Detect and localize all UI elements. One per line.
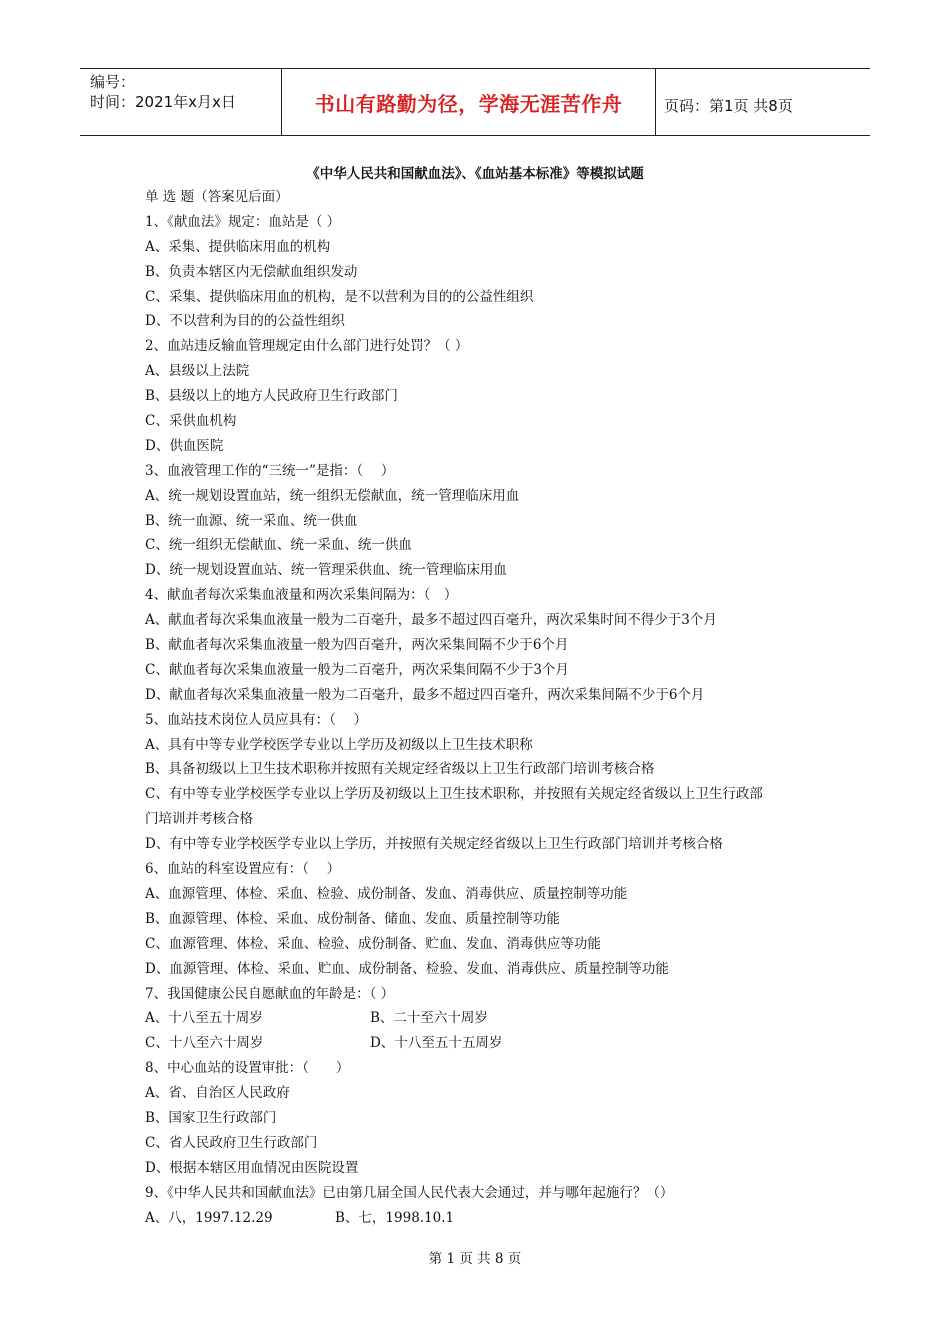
header-left: [90, 72, 236, 112]
text-line: 门培训并考核合格: [145, 811, 253, 828]
document-title: 《中华人民共和国献血法》、《血站基本标准》等模拟试题: [306, 166, 644, 182]
text-line: D、血源管理、体检、采血、贮血、成份制备、检验、发血、消毒供应、质量控制等功能: [145, 960, 669, 977]
header-rule-top: [80, 68, 870, 69]
text-line: B、负责本辖区内无偿献血组织发动: [145, 263, 358, 280]
text-line: C、献血者每次采集血液量一般为二百毫升，两次采集间隔不少于3个月: [145, 661, 569, 678]
text-line: C、血源管理、体检、采血、检验、成份制备、贮血、发血、消毒供应等功能: [145, 935, 601, 952]
text-line: 9、《中华人民共和国献血法》已由第几届全国人民代表大会通过，并与哪年起施行？（）: [145, 1184, 674, 1201]
text-line: B、具备初级以上卫生技术职称并按照有关规定经省级以上卫生行政部门培训考核合格: [145, 761, 655, 778]
option-row: [145, 1006, 825, 1031]
text-line: B、统一血源、统一采血、统一供血: [145, 512, 358, 529]
option-c: C、十八至六十周岁: [145, 1035, 264, 1052]
text-line: A、具有中等专业学校医学专业以上学历及初级以上卫生技术职称: [145, 736, 533, 753]
section-heading: 单 选 题（答案见后面）: [145, 189, 289, 205]
text-line: D、有中等专业学校医学专业以上学历，并按照有关规定经省级以上卫生行政部门培训并考核合格: [145, 836, 723, 853]
header-rule-bottom: [80, 135, 870, 136]
text-line: 4、献血者每次采集血液量和两次采集间隔为：（ ）: [145, 587, 458, 604]
text-line: B、国家卫生行政部门: [145, 1109, 277, 1126]
text-line: A、血源管理、体检、采血、检验、成份制备、发血、消毒供应、质量控制等功能: [145, 885, 628, 902]
text-line: 1、《献血法》规定：血站是（ ）: [145, 213, 341, 230]
text-line: A、县级以上法院: [145, 363, 250, 380]
option-row: [145, 1031, 825, 1056]
text-line: D、不以营利为目的的公益性组织: [145, 313, 345, 330]
option-a: A、八，1997.12.29: [145, 1209, 273, 1226]
text-line: 7、我国健康公民自愿献血的年龄是：（ ）: [145, 985, 395, 1002]
text-line: C、采集、提供临床用血的机构，是不以营利为目的的公益性组织: [145, 288, 534, 305]
text-line: A、献血者每次采集血液量一般为二百毫升，最多不超过四百毫升，两次采集时间不得少于3个月: [145, 612, 717, 629]
option-b: B、七，1998.10.1: [335, 1209, 455, 1226]
text-line: 8、中心血站的设置审批：（ ）: [145, 1060, 350, 1077]
question-list: [145, 185, 825, 1230]
text-line: D、根据本辖区用血情况由医院设置: [145, 1159, 359, 1176]
text-line: 5、血站技术岗位人员应具有：（ ）: [145, 711, 368, 728]
text-line: 3、血液管理工作的“三统一”是指：（ ）: [145, 462, 395, 479]
text-line: A、省、自治区人民政府: [145, 1085, 290, 1102]
text-line: C、省人民政府卫生行政部门: [145, 1134, 318, 1151]
page-footer: 第 1 页 共 8 页: [428, 1251, 522, 1267]
text-line: B、献血者每次采集血液量一般为四百毫升，两次采集间隔不少于6个月: [145, 637, 569, 654]
text-line: 2、血站违反输血管理规定由什么部门进行处罚？（ ）: [145, 338, 469, 355]
text-line: C、统一组织无偿献血、统一采血、统一供血: [145, 537, 412, 554]
text-line: C、采供血机构: [145, 413, 237, 430]
option-d: D、十八至五十五周岁: [370, 1035, 503, 1052]
text-line: B、县级以上的地方人民政府卫生行政部门: [145, 388, 398, 405]
text-line: A、采集、提供临床用血的机构: [145, 238, 331, 255]
header-divider-right: [655, 68, 656, 135]
text-line: D、献血者每次采集血液量一般为二百毫升，最多不超过四百毫升，两次采集间隔不少于6个月: [145, 686, 705, 703]
text-line: D、供血医院: [145, 437, 224, 454]
text-line: B、血源管理、体检、采血、成份制备、储血、发血、质量控制等功能: [145, 910, 560, 927]
text-line: C、有中等专业学校医学专业以上学历及初级以上卫生技术职称，并按照有关规定经省级以上卫生行政部: [145, 786, 763, 803]
time-label: 时间：2021年x月x日: [90, 93, 236, 111]
text-line: D、统一规划设置血站、统一管理采供血、统一管理临床用血: [145, 562, 507, 579]
text-line: 6、血站的科室设置应有：（ ）: [145, 861, 341, 878]
header-motto: 书山有路勤为径，学海无涯苦作舟: [314, 92, 623, 116]
option-b: B、二十至六十周岁: [370, 1010, 488, 1027]
option-row: [145, 1206, 825, 1231]
number-label: 编号：: [90, 73, 136, 91]
text-line: A、统一规划设置血站，统一组织无偿献血，统一管理临床用血: [145, 487, 520, 504]
header-page-info: 页码：第1页 共8页: [664, 97, 793, 115]
option-a: A、十八至五十周岁: [145, 1010, 263, 1027]
